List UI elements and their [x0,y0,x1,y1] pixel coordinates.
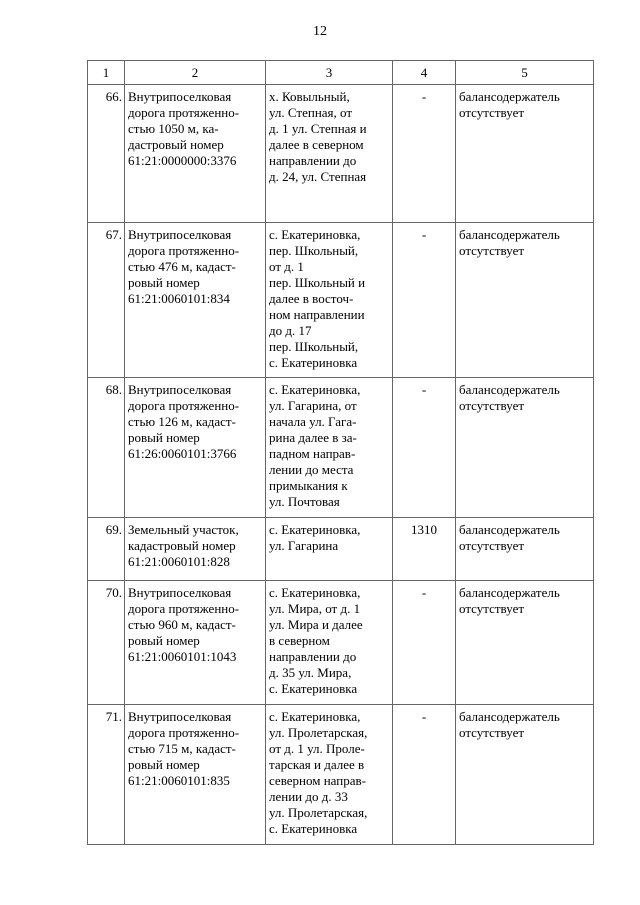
balance-holder: балансодержатель отсутствует [456,581,594,705]
object-name: Внутрипоселковая дорога протяженно- стью 1050 м, ка- дастровый номер 61:21:0000000:3376 [125,85,266,223]
object-area: - [393,705,456,845]
property-registry-table [87,60,594,845]
object-area: 1310 [393,518,456,581]
table-row [88,378,594,518]
object-area: - [393,581,456,705]
object-location: с. Екатериновка, ул. Гагарина, от начала ул. Гага- рина далее в за- падном направ- лении до места примыкания к ул. Почтовая [266,378,393,518]
balance-holder: балансодержатель отсутствует [456,85,594,223]
table-row [88,85,594,223]
row-number: 66. [88,85,125,223]
object-name: Внутрипоселковая дорога протяженно- стью 960 м, кадаст- ровый номер 61:21:0060101:1043 [125,581,266,705]
balance-holder: балансодержатель отсутствует [456,223,594,378]
object-location: с. Екатериновка, ул. Мира, от д. 1 ул. Мира и далее в северном направлении до д. 35 ул. Мира, с. Екатериновка [266,581,393,705]
row-number: 69. [88,518,125,581]
object-area: - [393,85,456,223]
row-number: 68. [88,378,125,518]
object-location: с. Екатериновка, пер. Школьный, от д. 1 пер. Школьный и далее в восточ- ном направлении до д. 17 пер. Школьный, с. Екатериновка [266,223,393,378]
column-header: 1 [88,61,125,85]
balance-holder: балансодержатель отсутствует [456,518,594,581]
object-area: - [393,378,456,518]
table-row [88,518,594,581]
row-number: 70. [88,581,125,705]
object-name: Внутрипоселковая дорога протяженно- стью 126 м, кадаст- ровый номер 61:26:0060101:3766 [125,378,266,518]
row-number: 67. [88,223,125,378]
object-name: Внутрипоселковая дорога протяженно- стью 715 м, кадаст- ровый номер 61:21:0060101:835 [125,705,266,845]
table-row [88,581,594,705]
table-row [88,705,594,845]
column-header: 3 [266,61,393,85]
column-header: 5 [456,61,594,85]
row-number: 71. [88,705,125,845]
column-header: 2 [125,61,266,85]
object-location: с. Екатериновка, ул. Гагарина [266,518,393,581]
object-name: Внутрипоселковая дорога протяженно- стью 476 м, кадаст- ровый номер 61:21:0060101:834 [125,223,266,378]
object-location: с. Екатериновка, ул. Пролетарская, от д. 1 ул. Проле- тарская и далее в северном направ- лении до д. 33 ул. Пролетарская, с. Екатериновка [266,705,393,845]
column-header: 4 [393,61,456,85]
balance-holder: балансодержатель отсутствует [456,705,594,845]
balance-holder: балансодержатель отсутствует [456,378,594,518]
object-location: х. Ковыльный, ул. Степная, от д. 1 ул. Степная и далее в северном направлении до д. 24, ул. Степная [266,85,393,223]
object-name: Земельный участок, кадастровый номер 61:21:0060101:828 [125,518,266,581]
object-area: - [393,223,456,378]
page-number: 12 [313,24,327,39]
table-header-row [88,61,594,85]
table-row [88,223,594,378]
